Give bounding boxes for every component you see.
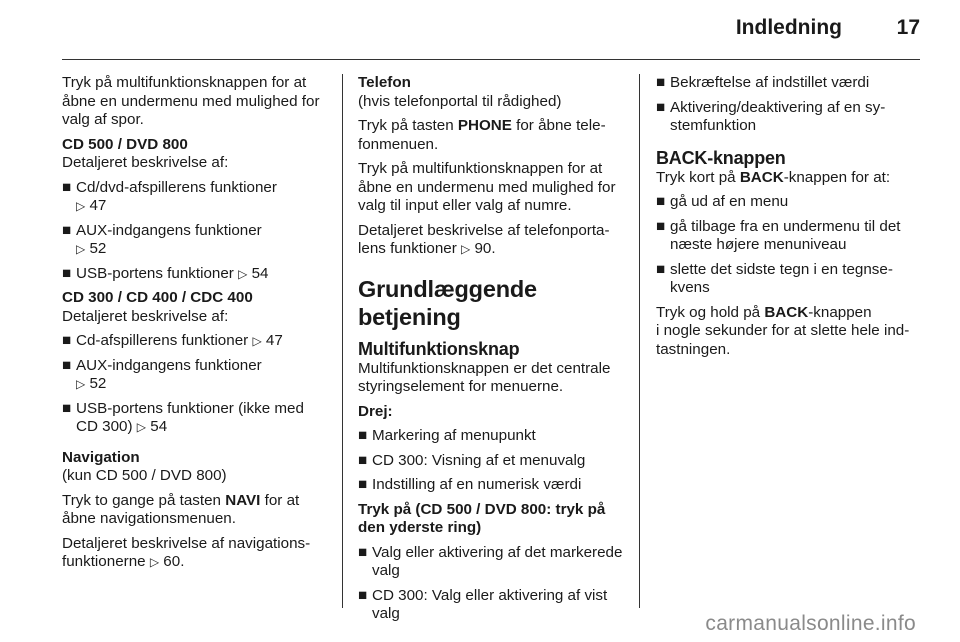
subsection-title: Multifunktionsknap (358, 338, 520, 359)
back-key-label: BACK (739, 168, 784, 186)
list-item (358, 476, 626, 495)
header-title: Indledning (735, 16, 842, 39)
list-item (656, 74, 924, 93)
column-1 (62, 74, 330, 578)
list-item-text: USB-portens funktioner (76, 264, 234, 282)
navi-key-label: NAVI (225, 491, 261, 509)
drej-label: Drej: (358, 402, 393, 420)
list-item (62, 222, 330, 259)
arrow-right-icon: ▷ (136, 420, 147, 434)
list-item-text: AUX-indgangens funktioner (76, 221, 262, 239)
list-item-text: Markering af menupunkt (372, 427, 536, 444)
arrow-right-icon: ▷ (76, 242, 86, 256)
page-reference[interactable]: ▷ 60. (149, 553, 185, 570)
list-item-text: gå ud af en menu (670, 193, 789, 210)
telefon-paragraph-1: Tryk på tasten PHONE for åbne telefonmenuen. (358, 117, 606, 153)
arrow-right-icon: ▷ (461, 242, 471, 256)
navigation-subtitle: (kun CD 500 / DVD 800) (62, 467, 227, 484)
list-item-text: Indstilling af en numerisk værdi (372, 476, 582, 493)
back-paragraph-2: Tryk og hold på BACK-knappen (656, 303, 872, 321)
intro-paragraph: Tryk på multifunktionsknappen for at åbne en undermenu med mulighed for valg af spor. (62, 74, 320, 128)
arrow-right-icon: ▷ (238, 266, 248, 281)
list-item (62, 265, 330, 284)
page-reference[interactable]: ▷ 52 (76, 240, 107, 257)
list-item (656, 99, 924, 136)
list-item-text: Cd-afspillerens funktioner (76, 332, 249, 349)
bullet-icon: ■ (358, 543, 368, 561)
bullet-icon: ■ (62, 399, 72, 417)
list-item (656, 261, 924, 298)
header-rule (62, 59, 920, 60)
list-item (62, 400, 330, 437)
column-divider-2 (639, 74, 640, 608)
list-item (62, 357, 330, 394)
list-item-text: gå tilbage fra en undermenu til det næste højere menuniveau (670, 217, 901, 253)
multi-description: Multifunktionsknappen er det centrale styringselement for menuerne. (358, 359, 611, 395)
list-item (656, 193, 924, 212)
page-reference[interactable]: ▷ 54 (136, 418, 168, 435)
arrow-right-icon: ▷ (76, 199, 86, 213)
bullet-icon: ■ (358, 586, 368, 604)
bullet-icon: ■ (62, 221, 72, 239)
list-item-text: Aktivering/deaktivering af en systemfunktion (670, 98, 886, 134)
list-item-text: CD 300: Valg eller aktivering af vist valg (372, 586, 608, 622)
bullet-icon: ■ (62, 356, 72, 374)
list-item (62, 179, 330, 216)
bullet-icon: ■ (656, 74, 666, 91)
navigation-paragraph-1: Tryk to gange på tasten NAVI for at åbne navigationsmenuen. (62, 491, 300, 527)
bullet-icon: ■ (656, 217, 666, 235)
cd500-heading: CD 500 / DVD 800 (62, 135, 188, 153)
bullet-icon: ■ (358, 476, 368, 493)
telefon-subtitle: (hvis telefonportal til rådighed) (358, 92, 562, 110)
cd300-description: Detaljeret beskrivelse af: (62, 307, 229, 325)
bullet-icon: ■ (62, 178, 72, 196)
list-item (358, 452, 626, 471)
tryk-label: Tryk på (CD 500 / DVD 800: tryk på den yderste ring) (358, 500, 606, 536)
back-heading: BACK-knappen (656, 147, 786, 168)
bullet-icon: ■ (358, 451, 368, 469)
cd300-heading: CD 300 / CD 400 / CDC 400 (62, 289, 253, 306)
list-item-text: Valg eller aktivering af det markerede valg (372, 543, 623, 579)
column-3 (656, 74, 924, 365)
list-item (62, 332, 330, 351)
page-reference[interactable]: ▷ 90. (461, 240, 496, 257)
telefon-paragraph-2: Tryk på multifunktionsknappen for at åbne en undermenu med mulighed for valg til input eller valg af numre. (358, 160, 616, 214)
cd500-description: Detaljeret beskrivelse af: (62, 154, 229, 171)
page-reference[interactable]: ▷ 52 (76, 375, 107, 392)
column-2 (358, 74, 626, 630)
back-paragraph-1: Tryk kort på BACK-knappen for at: (656, 168, 891, 186)
list-item-text: USB-portens funktioner (ikke med CD 300) (76, 399, 304, 435)
section-title: Grundlæggende betjening (358, 275, 537, 330)
navigation-paragraph-2: Detaljeret beskrivelse af navigationsfunktionerne ▷ 60. (62, 534, 311, 570)
list-item (656, 218, 924, 255)
list-item-text: Bekræftelse af indstillet værdi (670, 74, 870, 91)
back-key-label: BACK (764, 303, 809, 321)
back-paragraph-3: i nogle sekunder for at slette hele indtastningen. (656, 322, 910, 358)
page-reference[interactable]: ▷ 47 (76, 197, 107, 214)
telefon-heading: Telefon (358, 74, 411, 91)
page-number: 17 (896, 16, 920, 39)
watermark: carmanualsonline.info (705, 612, 916, 635)
bullet-icon: ■ (656, 193, 666, 210)
column-divider-1 (342, 74, 343, 608)
list-item (358, 427, 626, 446)
arrow-right-icon: ▷ (149, 555, 160, 569)
list-item-text: Cd/dvd-afspillerens funktioner (76, 178, 277, 196)
list-item-text: CD 300: Visning af et menuvalg (372, 451, 586, 469)
bullet-icon: ■ (62, 264, 72, 282)
bullet-icon: ■ (656, 98, 666, 116)
phone-key-label: PHONE (457, 117, 512, 134)
arrow-right-icon: ▷ (252, 334, 262, 348)
list-item (358, 544, 626, 581)
arrow-right-icon: ▷ (76, 377, 86, 391)
list-item (358, 587, 626, 624)
navigation-heading: Navigation (62, 448, 140, 466)
bullet-icon: ■ (656, 260, 666, 278)
page-reference[interactable]: ▷ 54 (238, 264, 269, 282)
bullet-icon: ■ (358, 427, 368, 444)
list-item-text: slette det sidste tegn i en tegnsekvens (670, 260, 893, 296)
telefon-paragraph-3: Detaljeret beskrivelse af telefonportalens funktioner ▷ 90. (358, 221, 610, 257)
page-reference[interactable]: ▷ 47 (252, 332, 283, 349)
list-item-text: AUX-indgangens funktioner (76, 356, 262, 374)
bullet-icon: ■ (62, 332, 72, 349)
